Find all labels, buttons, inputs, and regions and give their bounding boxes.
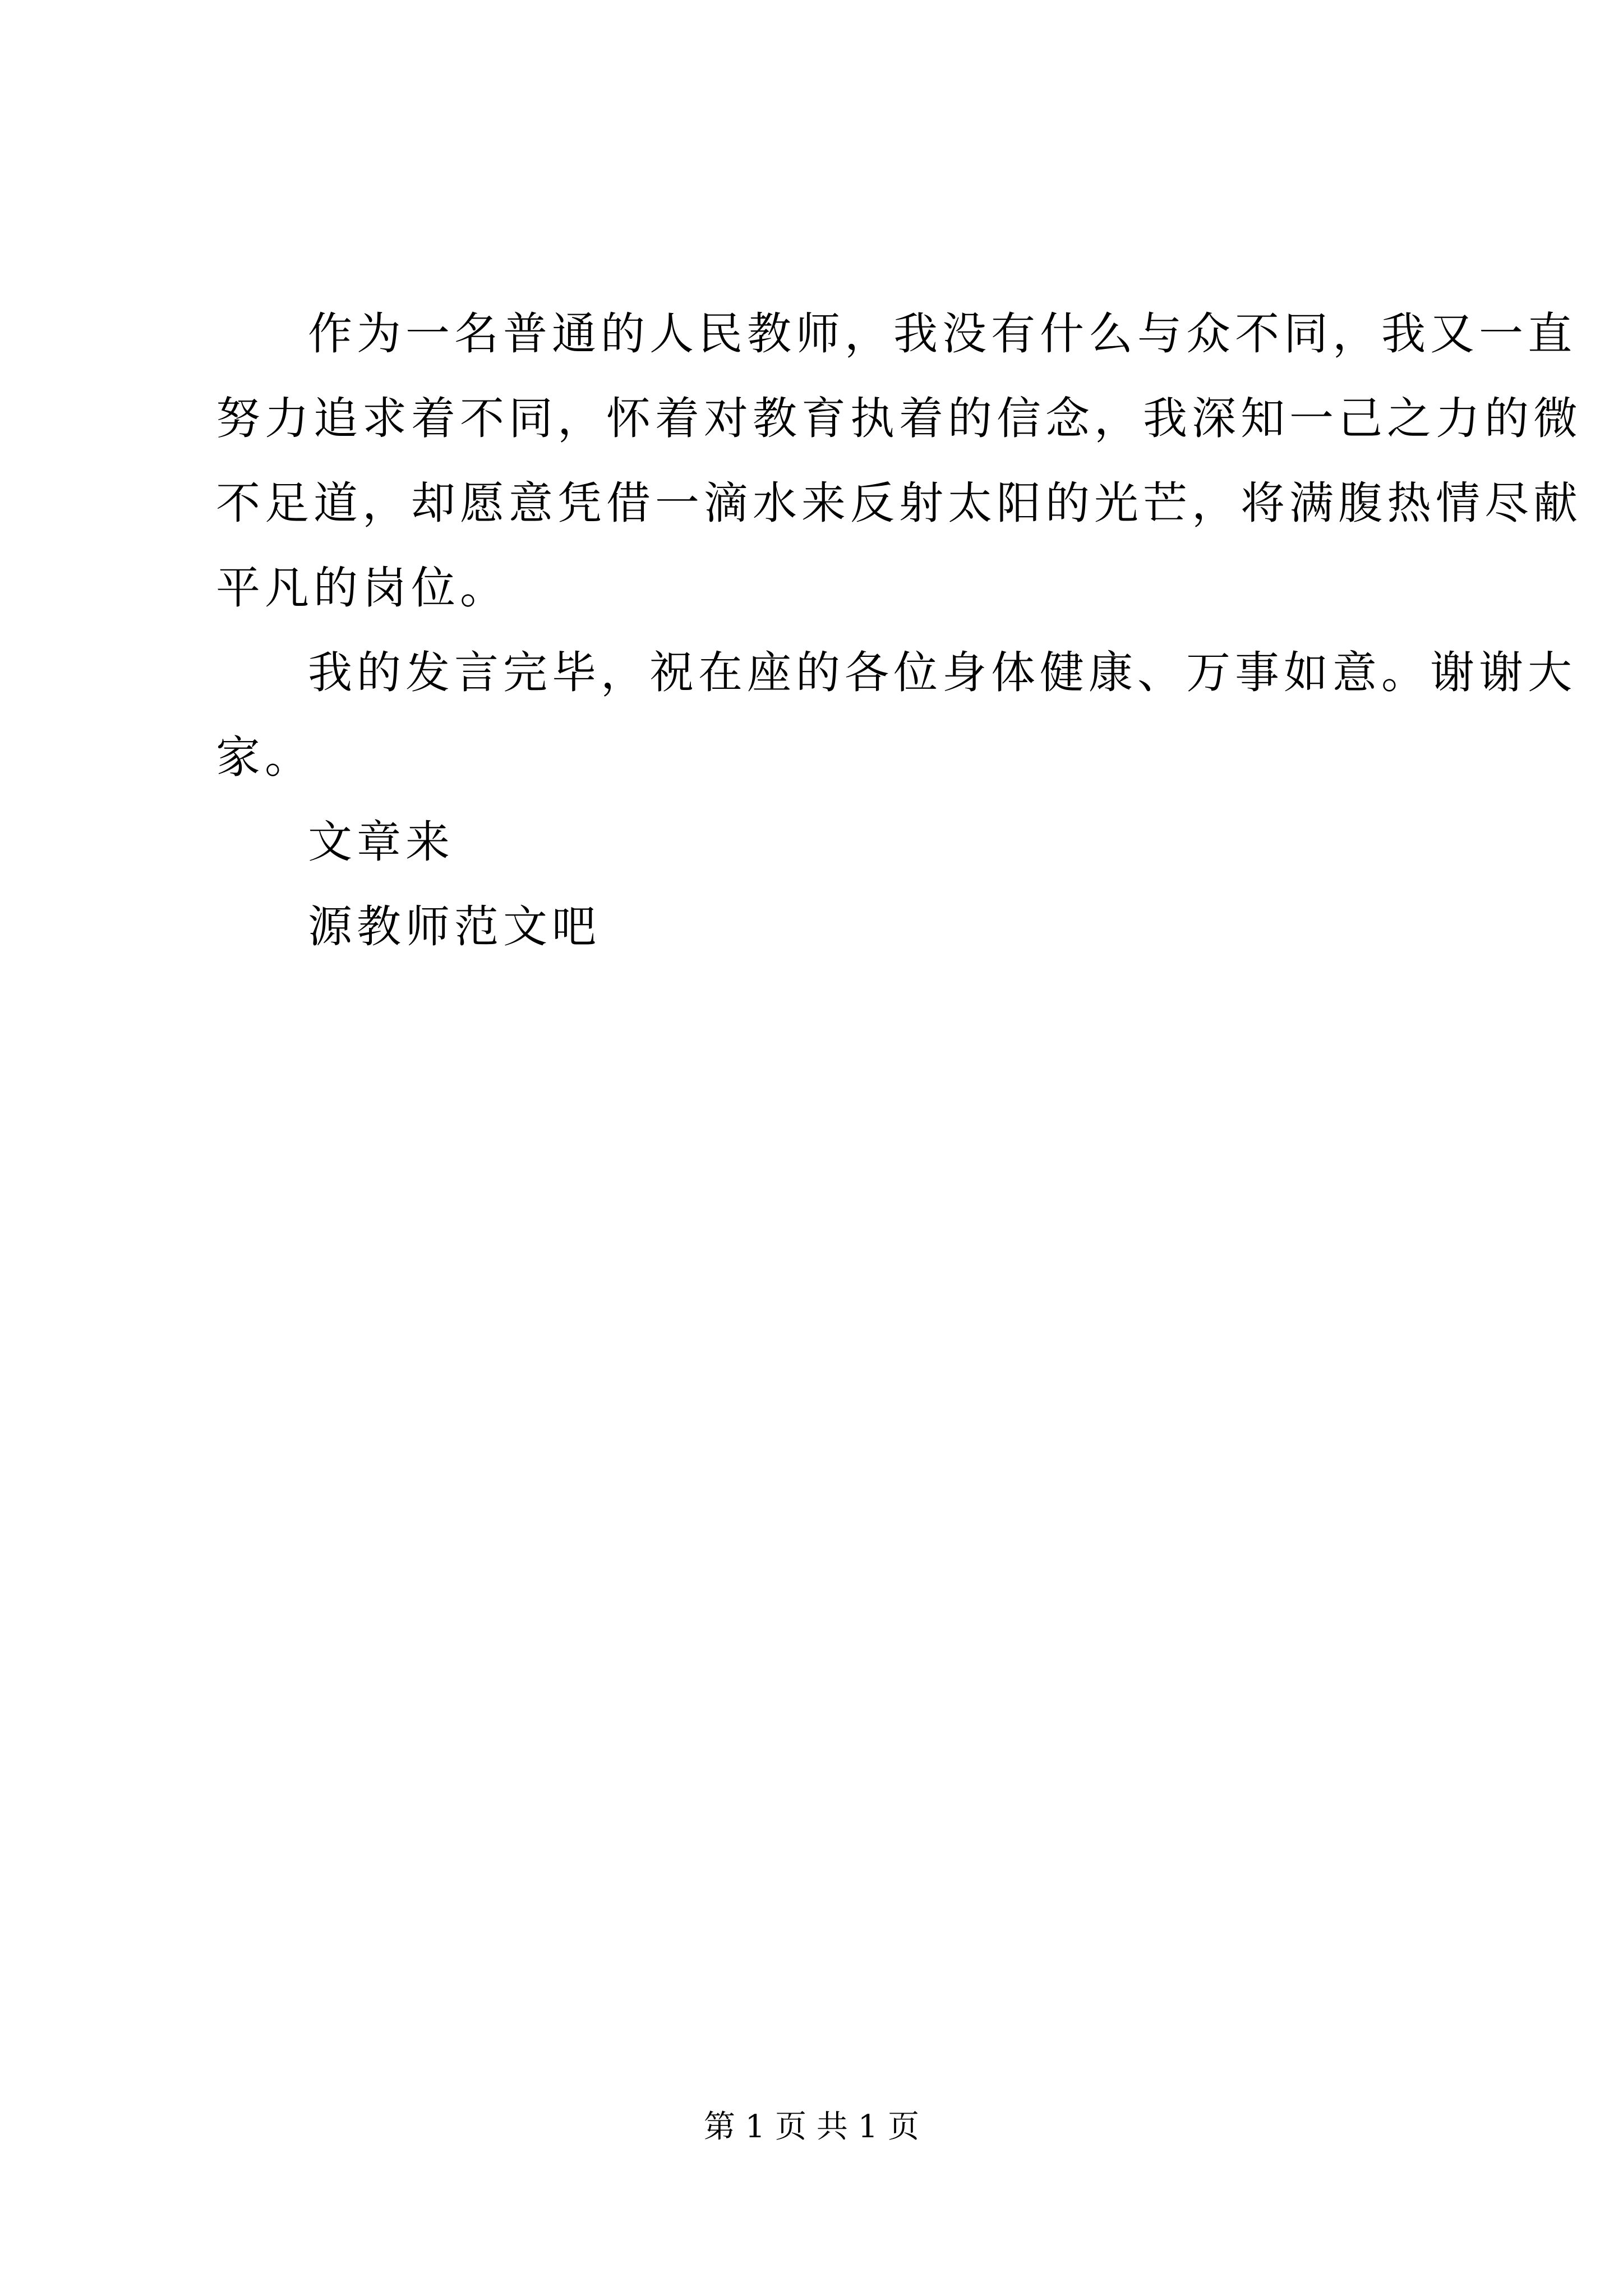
- paragraph-closing-statement: [216, 292, 1582, 631]
- paragraph-line: 作为一名普通的人民教师，我没有什么与众不同，我又一直: [308, 308, 1576, 360]
- paragraph-line: 文章来: [308, 816, 454, 868]
- paragraph-source-b: [216, 885, 1416, 969]
- paragraph-thanks: [216, 631, 1576, 800]
- paragraph-line: 努力追求着不同，怀着对教育执着的信念，我深知一己之力的微: [216, 393, 1582, 444]
- paragraph-line: 家。: [216, 731, 313, 783]
- paragraph-source-a: [216, 800, 1416, 885]
- paragraph-line: 平凡的岗位。: [216, 562, 509, 614]
- paragraph-line: 我的发言完毕，祝在座的各位身体健康、万事如意。谢谢大: [308, 647, 1576, 698]
- paragraph-line: 源教师范文吧: [308, 901, 601, 953]
- paragraph-line: 不足道，却愿意凭借一滴水来反射太阳的光芒，将满腹热情尽献: [216, 477, 1582, 529]
- page-number-footer: 第 1 页 共 1 页: [703, 2109, 920, 2145]
- document-body: [216, 292, 1582, 969]
